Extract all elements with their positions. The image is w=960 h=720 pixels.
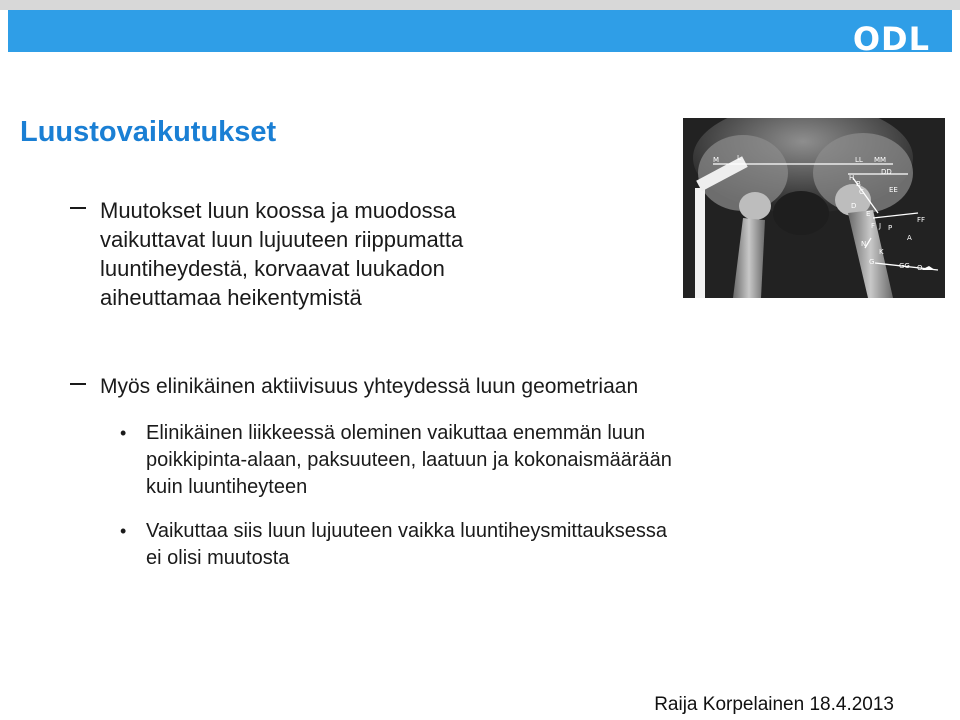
footer-author-date: Raija Korpelainen 18.4.2013	[654, 694, 894, 715]
xray-label: K	[879, 248, 884, 256]
main-point-1-text: Muutokset luun koossa ja muodossa vaikuttavat luun lujuuteen riippumatta luuntiheydestä, korvaavat luukadon aiheuttamaa heikentymistä	[100, 198, 464, 310]
xray-label: D	[851, 202, 857, 210]
main-point-1	[70, 196, 580, 312]
slide-title: Luustovaikutukset	[20, 116, 277, 148]
xray-label: LL	[855, 156, 863, 164]
xray-label: FF	[917, 216, 926, 224]
xray-label: H	[849, 174, 855, 182]
bullet-marker: •	[120, 423, 127, 443]
dash-marker	[70, 383, 86, 385]
xray-illustration	[683, 118, 945, 298]
sub-bullet-2	[120, 518, 826, 572]
sub-bullet-1-text: Elinikäinen liikkeessä oleminen vaikuttaa enemmän luun poikkipinta-alaan, paksuuteen, laatuun ja kokonaismäärään kuin luuntiheyteen	[146, 422, 672, 498]
odl-logo: ODL	[852, 20, 930, 58]
main-point-2-text: Myös elinikäinen aktiivisuus yhteydessä luun geometriaan	[100, 375, 639, 398]
header-banner	[8, 10, 952, 58]
xray-label: E	[866, 210, 871, 218]
xray-label: MM	[874, 156, 887, 164]
xray-label: J	[879, 222, 882, 230]
xray-label: F	[871, 222, 876, 230]
xray-label: P	[888, 224, 893, 232]
hip-xray-image	[683, 118, 945, 298]
main-point-2	[70, 372, 860, 401]
xray-label: C	[859, 188, 864, 196]
xray-label: O	[917, 264, 923, 272]
sub-bullet-2-text: Vaikuttaa siis luun lujuuteen vaikka luuntiheysmittauksessa ei olisi muutosta	[146, 520, 668, 569]
xray-label: G	[869, 258, 875, 266]
xray-label: M	[713, 156, 720, 164]
xray-label: B	[856, 180, 861, 188]
xray-label: A	[907, 234, 912, 242]
bullet-marker: •	[120, 521, 127, 541]
xray-label: DD	[881, 168, 892, 176]
xray-label: EE	[889, 186, 898, 194]
xray-label: L	[737, 154, 741, 162]
xray-label: GG	[899, 262, 910, 270]
sub-bullet-1	[120, 420, 826, 501]
dash-marker	[70, 207, 86, 209]
xray-label: N	[861, 240, 867, 248]
header-top-strip	[0, 0, 960, 10]
